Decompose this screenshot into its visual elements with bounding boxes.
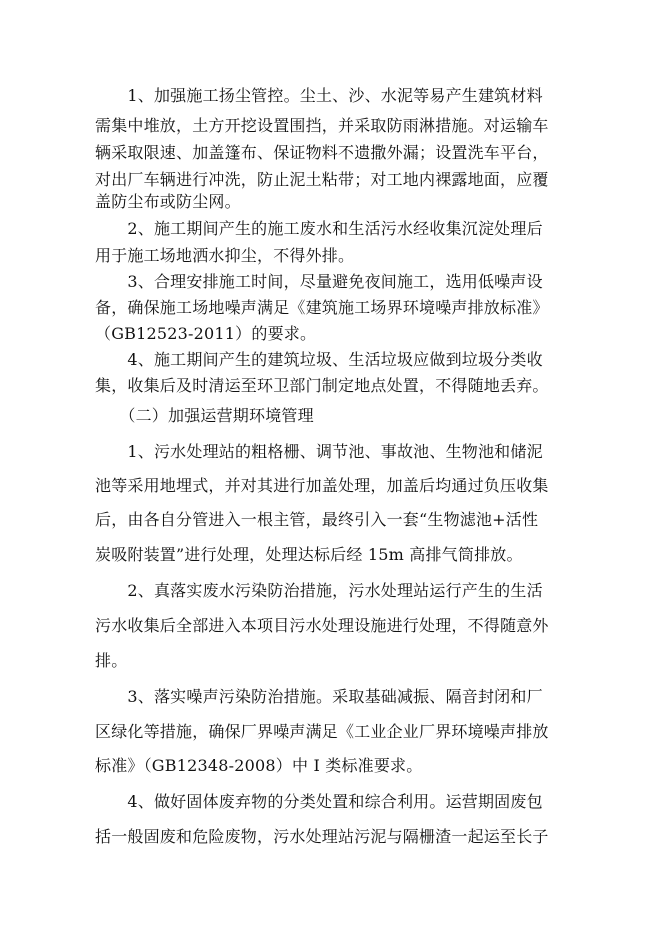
text-line: 对出厂车辆进行冲洗，防止泥土粘带；对工地内裸露地面，应覆	[95, 170, 549, 189]
text-line: 池等采用地埋式，并对其进行加盖处理，加盖后均通过负压收集	[95, 476, 549, 495]
section-heading: （二）加强运营期环境管理	[95, 406, 314, 425]
text-line: 污水收集后全部进入本项目污水处理设施进行处理，不得随意外	[95, 616, 549, 635]
text-line: 2、施工期间产生的施工废水和生活污水经收集沉淀处理后	[95, 219, 543, 238]
text-line: 区绿化等措施，确保厂界噪声满足《工业企业厂界环境噪声排放	[95, 722, 549, 741]
text-line: 后，由各自分管进入一根主管，最终引入一套“生物滤池+活性	[95, 510, 539, 529]
text-line: 备，确保施工场地噪声满足《建筑施工场界环境噪声排放标准》	[95, 298, 549, 317]
text-line: 2、真落实废水污染防治措施，污水处理站运行产生的生活	[95, 581, 543, 600]
text-line: 4、做好固体废弃物的分类处置和综合利用。运营期固废包	[95, 792, 543, 811]
text-line: 3、落实噪声污染防治措施。采取基础减振、隔音封闭和厂	[95, 687, 543, 706]
text-line: 炭吸附装置”进行处理，处理达标后经 15m 高排气筒排放。	[95, 545, 523, 564]
text-line: 盖防尘布或防尘网。	[95, 192, 241, 211]
text-line: 1、加强施工扬尘管控。尘土、沙、水泥等易产生建筑材料	[95, 86, 543, 105]
text-line: 1、污水处理站的粗格栅、调节池、事故池、生物池和储泥	[95, 442, 543, 461]
text-line: 4、施工期间产生的建筑垃圾、生活垃圾应做到垃圾分类收	[95, 350, 543, 369]
text-line: 辆采取限速、加盖篷布、保证物料不遗撒外漏；设置洗车平台，	[95, 143, 549, 162]
text-line: 用于施工场地洒水抑尘，不得外排。	[95, 246, 355, 265]
text-line: 集，收集后及时清运至环卫部门制定地点处置，不得随地丢弃。	[95, 376, 549, 395]
text-line: 标准》（GB12348-2008）中 I 类标准要求。	[95, 756, 423, 775]
text-line: 括一般固废和危险废物，污水处理站污泥与隔栅渣一起运至长子	[95, 827, 549, 846]
text-line: （GB12523-2011）的要求。	[95, 324, 317, 343]
text-line: 排。	[95, 651, 128, 670]
text-line: 需集中堆放，土方开挖设置围挡，并采取防雨淋措施。对运输车	[95, 116, 549, 135]
text-line: 3、合理安排施工时间，尽量避免夜间施工，选用低噪声设	[95, 272, 543, 291]
